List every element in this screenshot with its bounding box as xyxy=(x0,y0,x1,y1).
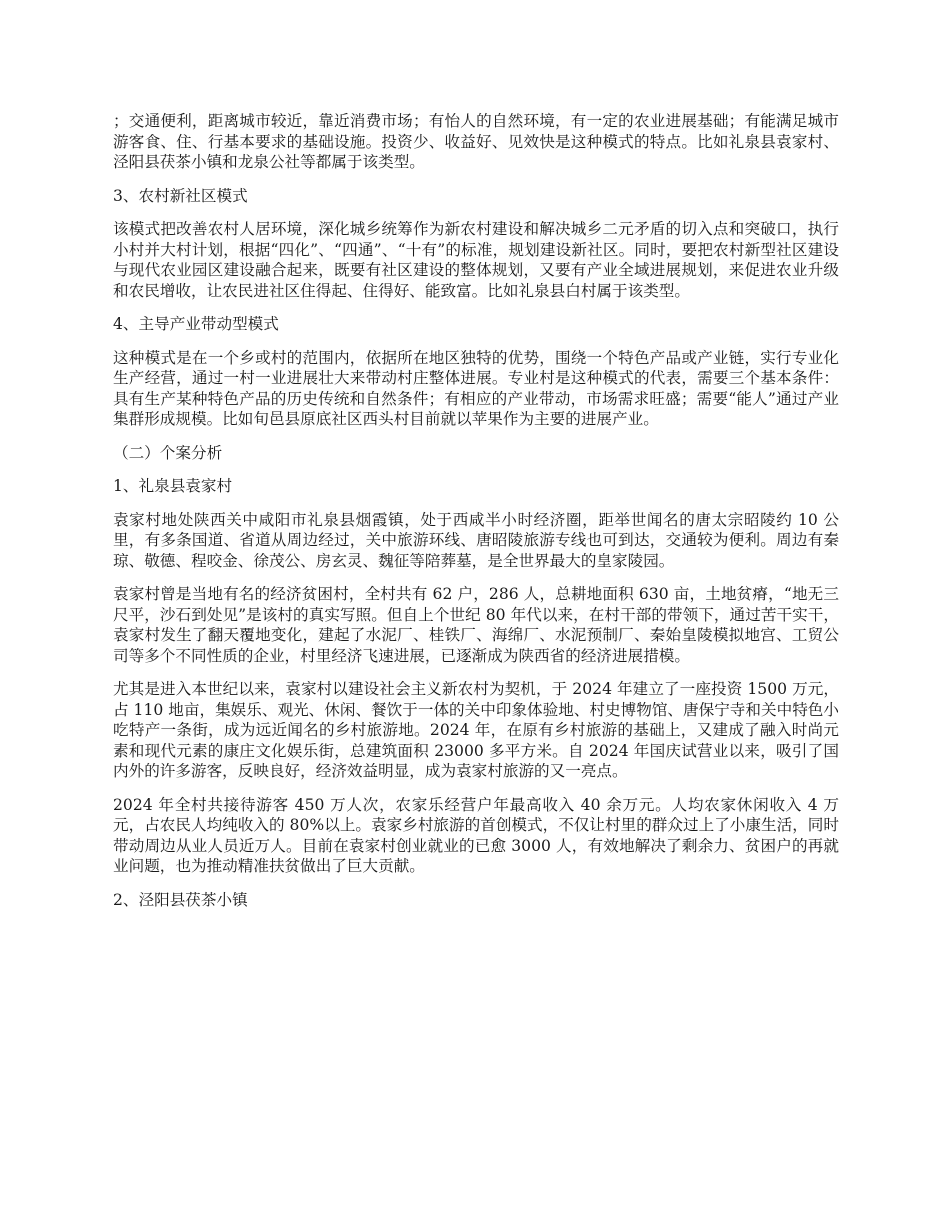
document-page xyxy=(113,111,839,923)
section-heading-case-analysis: （二）个案分析 xyxy=(113,443,223,462)
paragraph-yuanjia-tourism: 尤其是进入本世纪以来，袁家村以建设社会主义新农村为契机，于 2024 年建立了一座投资 1500 万元，占 110 地亩，集娱乐、观光、休闲、餐饮于一体的关中印象体验地、村史博物馆、唐保宁寺和关中特色小吃特产一条街，成为远近闻名的乡村旅游地。2024 年，在原有乡村旅游的基础上，又建成了融入时尚元素和现代元素的康庄文化娱乐街，总建筑面积 23000 多平方米。自 2024 年国庆试营业以来，吸引了国内外的许多游客，反映良好，经济效益明显，成为袁家村旅游的又一亮点。 xyxy=(113,680,839,780)
section-heading-leading-industry: 4、主导产业带动型模式 xyxy=(113,315,279,333)
section-heading-new-community: 3、农村新社区模式 xyxy=(113,186,248,205)
paragraph-new-community: 该模式把改善农村人居环境，深化城乡统筹作为新农村建设和解决城乡二元矛盾的切入点和突破口，执行小村并大村计划，根据“四化”、“四通”、“十有”的标准，规划建设新社区。同时，要把农村新型社区建设与现代农业园区建设融合起来，既要有社区建设的整体规划，又要有产业全域进展规划，来促进农业升级和农民增收，让农民进社区住得起、住得好、能致富。比如礼泉县白村属于该类型。 xyxy=(113,220,839,300)
subsection-heading-yuanjia: 1、礼泉县袁家村 xyxy=(113,477,233,495)
paragraph-yuanjia-location: 袁家村地处陕西关中咸阳市礼泉县烟霞镇，处于西咸半小时经济圈，距举世闻名的唐太宗昭陵约 10 公里，有多条国道、省道从周边经过，关中旅游环线、唐昭陵旅游专线也可到达，交通较为便利。周边有秦琼、敬德、程咬金、徐茂公、房玄灵、魏征等陪葬墓，是全世界最大的皇家陵园。 xyxy=(113,510,839,570)
paragraph-intro: ；交通便利，距离城市较近，靠近消费市场；有怡人的自然环境，有一定的农业进展基础；有能满足城市游客食、住、行基本要求的基础设施。投资少、收益好、见效快是这种模式的特点。比如礼泉县袁家村、泾阳县茯茶小镇和龙泉公社等都属于该类型。 xyxy=(113,112,839,171)
paragraph-yuanjia-stats: 2024 年全村共接待游客 450 万人次，农家乐经营户年最高收入 40 余万元。人均农家休闲收入 4 万元，占农民人均纯收入的 80%以上。袁家乡村旅游的首创模式，不仅让村里的群众过上了小康生活，同时带动周边从业人员近万人。目前在袁家村创业就业的已愈 3000 人，有效地解决了剩余力、贫困户的再就业问题，也为推动精准扶贫做出了巨大贡献。 xyxy=(113,795,839,875)
paragraph-yuanjia-history: 袁家村曾是当地有名的经济贫困村，全村共有 62 户，286 人，总耕地面积 630 亩，土地贫瘠，“地无三尺平，沙石到处见”是该村的真实写照。但自上个世纪 80 年代以来，在村干部的带领下，通过苦干实干，袁家村发生了翻天覆地变化，建起了水泥厂、桂铁厂、海绵厂、水泥预制厂、秦始皇陵模拟地宫、工贸公司等多个不同性质的企业，村里经济飞速进展，已逐渐成为陕西省的经济进展措模。 xyxy=(113,585,839,665)
paragraph-leading-industry: 这种模式是在一个乡或村的范围内，依据所在地区独特的优势，围绕一个特色产品或产业链，实行专业化生产经营，通过一村一业进展壮大来带动村庄整体进展。专业村是这种模式的代表，需要三个基本条件：具有生产某种特色产品的历史传统和自然条件；有相应的产业带动，市场需求旺盛；需要“能人”通过产业集群形成规模。比如旬邑县原底社区西头村目前就以苹果作为主要的进展产业。 xyxy=(113,348,839,428)
subsection-heading-fucha-town: 2、泾阳县茯茶小镇 xyxy=(113,890,248,909)
